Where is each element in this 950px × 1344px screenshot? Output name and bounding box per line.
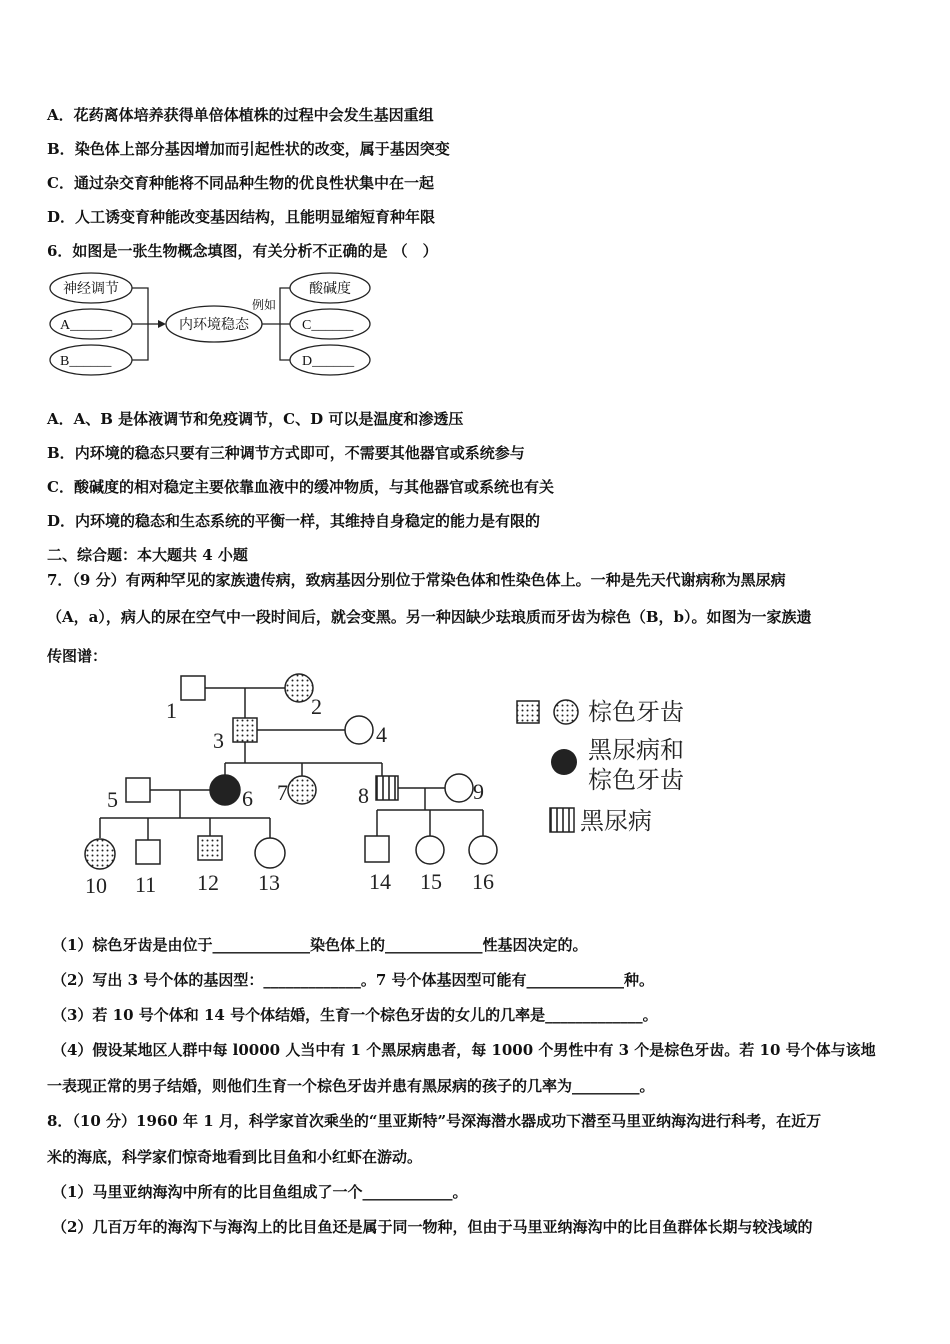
q5-option-c: C．通过杂交育种能将不同品种生物的优良性状集中在一起 bbox=[47, 174, 434, 192]
q7-line-1: 7．（9 分）有两种罕见的家族遗传病，致病基因分别位于常染色体和性染色体上。一种是先天代谢病称为黑尿病 bbox=[47, 571, 786, 589]
q6-option-b: B．内环境的稳态只要有三种调节方式即可，不需要其他器官或系统参与 bbox=[47, 444, 525, 462]
section-2-heading: 二、综合题：本大题共 4 小题 bbox=[47, 546, 248, 564]
label-5: 5 bbox=[107, 787, 118, 812]
q7-sub-4a: （4）假设某地区人群中每 l0000 人当中有 1 个黑尿病患者，每 1000 个男性中有 3 个是棕色牙齿。若 10 号个体与该地 bbox=[52, 1041, 876, 1059]
individual-14 bbox=[365, 836, 389, 862]
q5-option-b: B．染色体上部分基因增加而引起性状的改变，属于基因突变 bbox=[47, 140, 450, 158]
label-3: 3 bbox=[213, 728, 224, 753]
legend-brown-teeth: 棕色牙齿 bbox=[588, 700, 684, 726]
legend-dotted-square bbox=[517, 701, 539, 723]
individual-6 bbox=[210, 775, 240, 805]
individual-3 bbox=[233, 718, 257, 742]
q7-sub-3: （3）若 10 号个体和 14 号个体结婚，生育一个棕色牙齿的女儿的几率是_____________。 bbox=[52, 1006, 658, 1024]
label-4: 4 bbox=[376, 722, 387, 747]
q8-sub-1: （1）马里亚纳海沟中所有的比目鱼组成了一个____________。 bbox=[52, 1183, 468, 1201]
individual-9 bbox=[445, 774, 473, 802]
individual-15 bbox=[416, 836, 444, 864]
label-c: C______ bbox=[302, 318, 354, 333]
q6-option-c: C．酸碱度的相对稳定主要依靠血液中的缓冲物质，与其他器官或系统也有关 bbox=[47, 478, 554, 496]
label-1: 1 bbox=[166, 698, 177, 723]
q7-line-2: （A，a），病人的尿在空气中一段时间后，就会变黑。另一种因缺少珐琅质而牙齿为棕色（B，b）。如图为一家族遗 bbox=[47, 608, 812, 626]
q6-option-a: A．A、B 是体液调节和免疫调节，C、D 可以是温度和渗透压 bbox=[47, 410, 464, 428]
individual-5 bbox=[126, 778, 150, 802]
q5-option-a: A．花药离体培养获得单倍体植株的过程中会发生基因重组 bbox=[47, 106, 434, 124]
q7-sub-4b: 一表现正常的男子结婚，则他们生育一个棕色牙齿并患有黑尿病的孩子的几率为_________。 bbox=[47, 1077, 655, 1095]
legend-alkaptonuria-and: 黑尿病和 bbox=[588, 738, 684, 764]
individual-7 bbox=[288, 776, 316, 804]
individual-12 bbox=[198, 836, 222, 860]
label-8: 8 bbox=[358, 783, 369, 808]
individual-2 bbox=[285, 674, 313, 702]
label-d: D______ bbox=[302, 354, 355, 369]
individual-11 bbox=[136, 840, 160, 864]
q7-sub-2: （2）写出 3 号个体的基因型：_____________。7 号个体基因型可能有_____________种。 bbox=[52, 971, 654, 989]
individual-13 bbox=[255, 838, 285, 868]
individual-10 bbox=[85, 839, 115, 869]
q5-option-d: D．人工诱变育种能改变基因结构，且能明显缩短育种年限 bbox=[47, 208, 436, 226]
label-16: 16 bbox=[472, 869, 494, 894]
label-2: 2 bbox=[311, 694, 322, 719]
legend-brown-teeth-2: 棕色牙齿 bbox=[588, 768, 684, 794]
label-b: B______ bbox=[60, 354, 112, 369]
individual-8 bbox=[376, 776, 398, 800]
legend-dotted-circle bbox=[554, 700, 578, 724]
label-homeostasis: 内环境稳态 bbox=[179, 318, 249, 333]
q8-line-2: 米的海底，科学家们惊奇地看到比目鱼和小红虾在游动。 bbox=[47, 1148, 423, 1166]
label-a: A______ bbox=[60, 318, 113, 333]
concept-map-diagram bbox=[40, 268, 400, 383]
label-6: 6 bbox=[242, 786, 253, 811]
legend-striped-square bbox=[550, 808, 574, 832]
q7-line-3: 传图谱： bbox=[47, 647, 108, 665]
q6-stem: 6．如图是一张生物概念填图，有关分析不正确的是 （ ） bbox=[47, 242, 438, 260]
individual-1 bbox=[181, 676, 205, 700]
label-10: 10 bbox=[85, 873, 107, 898]
q8-line-1: 8．（10 分）1960 年 1 月，科学家首次乘坐的“里亚斯特”号深海潜水器成功下潜至马里亚纳海沟进行科考，在近万 bbox=[47, 1112, 822, 1130]
label-13: 13 bbox=[258, 870, 280, 895]
q8-sub-2: （2）几百万年的海沟下与海沟上的比目鱼还是属于同一物种，但由于马里亚纳海沟中的比目鱼群体长期与较浅域的 bbox=[52, 1218, 813, 1236]
label-11: 11 bbox=[135, 872, 157, 897]
label-15: 15 bbox=[420, 869, 442, 894]
legend-black-circle bbox=[551, 749, 577, 775]
label-9: 9 bbox=[473, 779, 484, 804]
pedigree-diagram bbox=[80, 668, 730, 903]
label-7: 7 bbox=[277, 780, 288, 805]
individual-4 bbox=[345, 716, 373, 744]
label-14: 14 bbox=[369, 869, 391, 894]
individual-16 bbox=[469, 836, 497, 864]
label-example: 例如 bbox=[252, 298, 277, 312]
legend-alkaptonuria: 黑尿病 bbox=[580, 809, 652, 835]
label-nerve-regulation: 神经调节 bbox=[63, 282, 119, 297]
label-ph: 酸碱度 bbox=[309, 282, 351, 297]
label-12: 12 bbox=[197, 870, 219, 895]
q6-option-d: D．内环境的稳态和生态系统的平衡一样，其维持自身稳定的能力是有限的 bbox=[47, 512, 541, 530]
q7-sub-1: （1）棕色牙齿是由位于_____________染色体上的_____________性基因决定的。 bbox=[52, 936, 588, 954]
